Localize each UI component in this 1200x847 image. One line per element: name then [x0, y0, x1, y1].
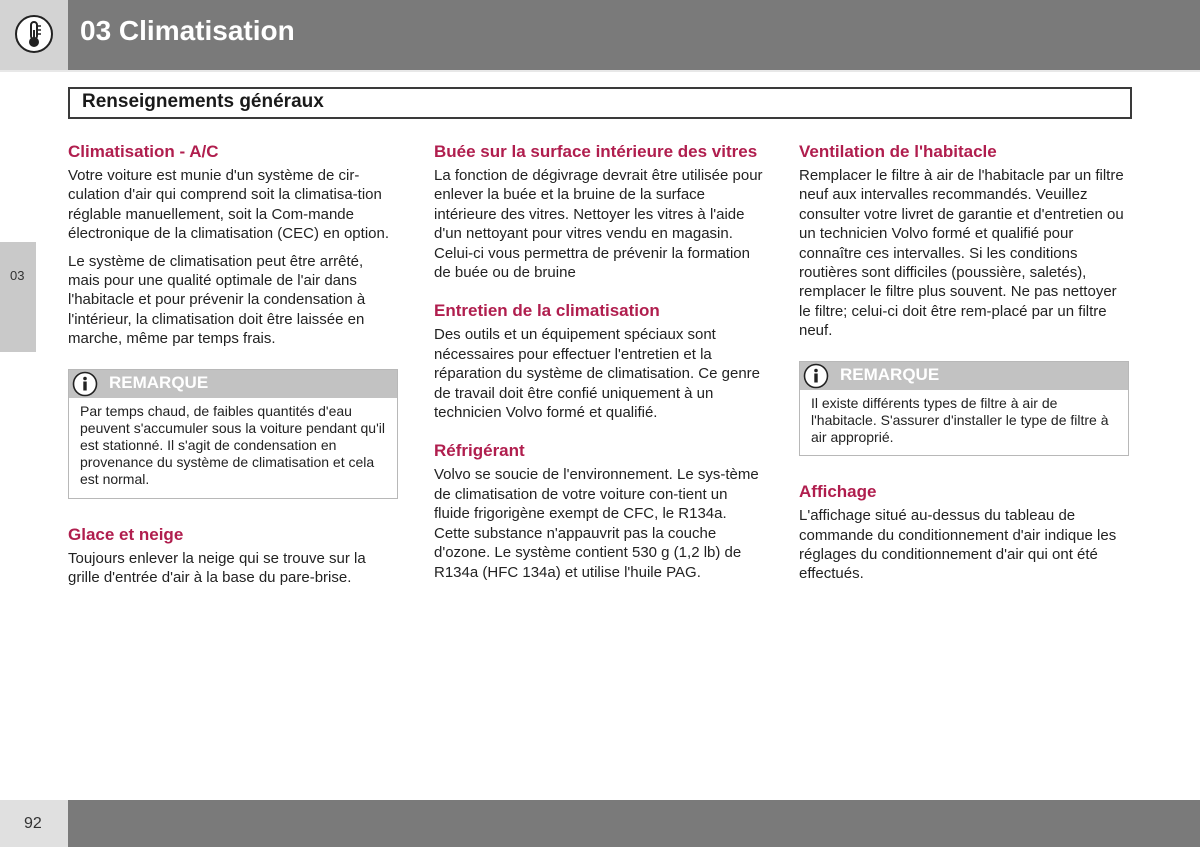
paragraph: L'affichage situé au-dessus du tableau de commande du conditionnement d'air indique les réglages du conditionnement d'air qui ont été effectués.: [799, 507, 1117, 583]
footer-left-panel: [0, 800, 68, 847]
note-box: [799, 361, 1129, 457]
paragraph: Volvo se soucie de l'environnement. Le sys-tème de climatisation de votre voiture con-tient un fluide frigorigène exempt de CFC, le R134a. Cette substance n'appauvrit pas la couche d'ozone. Le système contient 530 g (1,2 lb) de R134a (HFC 134a) et utilise l'huile PAG.: [434, 466, 759, 581]
info-icon: [72, 371, 98, 397]
header-left-panel: [0, 0, 68, 70]
note-text: Par temps chaud, de faibles quantités d'eau peuvent s'accumuler sous la voiture pendant qu'il est stationné. Il s'agit de condensation en provenance du système de climatisation et cela est normal.: [80, 402, 385, 488]
section-ventilation: [799, 142, 1129, 341]
heading-climatisation-ac: Climatisation - A/C: [68, 142, 219, 161]
heading-ventilation: Ventilation de l'habitacle: [799, 142, 997, 161]
side-tab-label: 03: [10, 268, 25, 283]
heading-affichage: Affichage: [799, 482, 877, 502]
note-label: REMARQUE: [109, 372, 209, 392]
column-2: [434, 142, 764, 601]
page-number: 92: [24, 815, 42, 832]
note-text: Il existe différents types de filtre à air de l'habitacle. S'assurer d'installer le type de filtre à air approprié.: [811, 394, 1109, 446]
info-icon: [803, 363, 829, 389]
chapter-side-tab: [0, 242, 36, 352]
header-divider: [0, 70, 1200, 72]
column-1: [68, 142, 398, 606]
paragraph: La fonction de dégivrage devrait être utilisée pour enlever la buée et la bruine de la surface intérieure des vitres. Nettoyer les vitres à l'aide d'un nettoyant pour vitres vendu en magasin. Celui-ci vous permettra de prévenir la formation de buée ou de bruine: [434, 167, 763, 282]
note-label: REMARQUE: [840, 364, 940, 384]
paragraph: Toujours enlever la neige qui se trouve sur la grille d'entrée d'air à la base du pare-brise.: [68, 549, 366, 587]
column-3: [799, 142, 1129, 603]
note-header: [800, 362, 1128, 390]
section-entretien: [434, 301, 764, 422]
paragraph: Remplacer le filtre à air de l'habitacle par un filtre neuf aux intervalles recommandés. Veuillez consulter votre livret de garantie et d'entretien ou un technicien Volvo formé et qualifié pour connaître ces intervalles. Si les conditions routières sont difficiles (poussière, saletés), remplacer le filtre plus souvent. Ne pas nettoyer le filtre; celui-ci doit être rem-placé par un filtre neuf.: [799, 167, 1124, 340]
heading-glace-neige: Glace et neige: [68, 524, 184, 544]
note-header: [69, 370, 397, 398]
section-title-box: [68, 87, 1132, 119]
section-glace-neige: [68, 525, 398, 588]
section-buee: [434, 142, 764, 282]
section-climatisation-ac: [68, 142, 398, 349]
section-title: Renseignements généraux: [82, 91, 324, 112]
heading-buee: Buée sur la surface intérieure des vitres: [434, 142, 758, 161]
paragraph: Votre voiture est munie d'un système de cir-culation d'air qui comprend soit la climatisa-tion réglable manuellement, soit la Com-mande électronique de la climatisation (CEC) en option.: [68, 167, 389, 243]
note-box: [68, 369, 398, 499]
thermometer-icon: [14, 14, 54, 54]
section-affichage: [799, 482, 1129, 584]
paragraph: Le système de climatisation peut être arrêté, mais pour une qualité optimale de l'air dans l'habitacle et pour prévenir la condensation à l'intérieur, la climatisation doit être laissée en marche, même par temps frais.: [68, 252, 366, 348]
section-refrigerant: [434, 441, 764, 581]
heading-refrigerant: Réfrigérant: [434, 441, 525, 461]
paragraph: Des outils et un équipement spéciaux sont nécessaires pour effectuer l'entretien et la réparation du système de climatisation. Ce genre de travail doit être confié uniquement à un technicien Volvo formé et qualifié.: [434, 326, 761, 422]
footer-bar: [68, 800, 1200, 847]
chapter-title: 03 Climatisation: [80, 15, 295, 46]
heading-entretien: Entretien de la climatisation: [434, 301, 660, 321]
